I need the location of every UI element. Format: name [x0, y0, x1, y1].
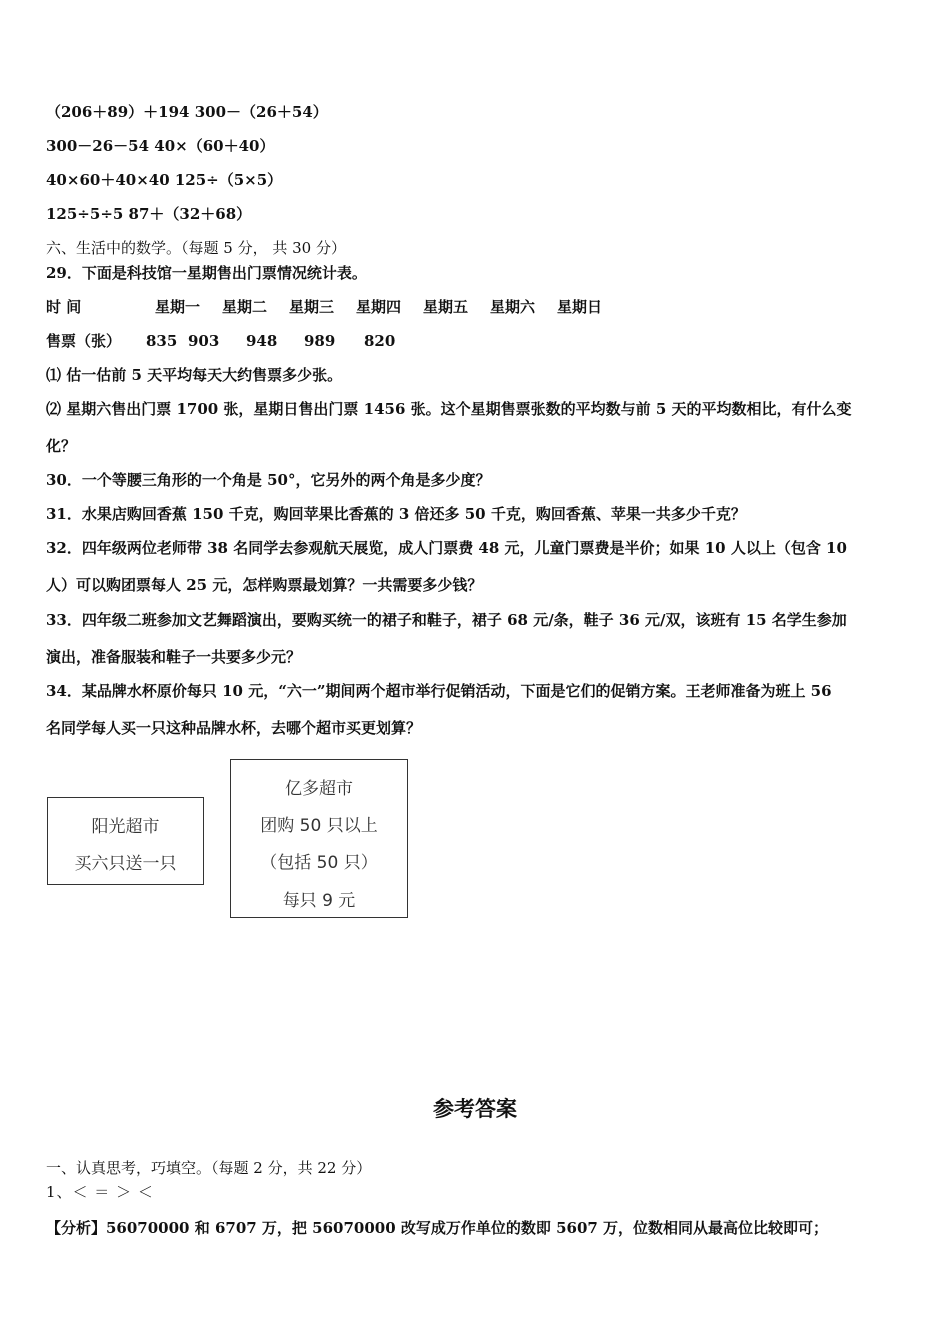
store-b-line2: （包括 50 只）	[260, 853, 378, 873]
q34-line2: 名同学每人买一只这种品牌水杯，去哪个超市买更划算？	[46, 719, 422, 737]
day-cell: 星期二	[222, 298, 268, 316]
store-a-name: 阳光超市	[91, 817, 160, 837]
store-b-line1: 团购 50 只以上	[260, 816, 378, 836]
store-a-offer: 买六只送一只	[74, 854, 177, 874]
answers-section1-heading: 一、认真思考，巧填空。（每题 2 分，共 22 分）	[46, 1159, 372, 1177]
calc-line-1: （206＋89）＋194 300－（26＋54）	[46, 103, 328, 121]
q34-line1: 34．某品牌水杯原价每只 10 元，“六一”期间两个超市举行促销活动，下面是它们的促销方案。王老师准备为班上 56	[46, 682, 832, 700]
store-b-name: 亿多超市	[285, 779, 353, 799]
sales-cell: 820	[364, 332, 396, 350]
q33-line1: 33．四年级二班参加文艺舞蹈演出，要购买统一的裙子和鞋子，裙子 68 元/条，鞋子 36 元/双，该班有 15 名学生参加	[46, 611, 847, 629]
q32-line2: 人）可以购团票每人 25 元，怎样购票最划算？一共需要多少钱？	[46, 576, 483, 594]
q29-sub2-line2: 化？	[46, 437, 77, 455]
sales-cell: 948	[246, 332, 278, 350]
sales-cell: 903	[188, 332, 220, 350]
day-cell: 星期一	[155, 298, 201, 316]
answer-1: 1、＜ ＝ ＞ ＜	[46, 1183, 154, 1201]
calc-line-4: 125÷5÷5 87＋（32＋68）	[46, 205, 252, 223]
calc-line-2: 300－26－54 40×（60＋40）	[46, 137, 275, 155]
q33-line2: 演出，准备服装和鞋子一共要多少元？	[46, 648, 302, 666]
sales-cell: 835	[146, 332, 178, 350]
q29-stem: 29．下面是科技馆一星期售出门票情况统计表。	[46, 264, 367, 282]
q30: 30．一个等腰三角形的一个角是 50°，它另外的两个角是多少度？	[46, 471, 491, 489]
store-b-box	[230, 759, 408, 918]
q29-sub2-line1: ⑵ 星期六售出门票 1700 张，星期日售出门票 1456 张。这个星期售票张数的平均数与前 5 天的平均数相比，有什么变	[46, 400, 852, 418]
day-cell: 星期三	[289, 298, 335, 316]
row-label-time: 时 间	[46, 298, 82, 316]
store-a-box	[47, 797, 204, 885]
section6-heading: 六、生活中的数学。（每题 5 分， 共 30 分）	[46, 239, 346, 257]
day-cell: 星期四	[356, 298, 402, 316]
q31: 31．水果店购回香蕉 150 千克，购回苹果比香蕉的 3 倍还多 50 千克，购回香蕉、苹果一共多少千克？	[46, 505, 746, 523]
calc-line-3: 40×60＋40×40 125÷（5×5）	[46, 171, 283, 189]
day-cell: 星期五	[423, 298, 469, 316]
day-cell: 星期六	[490, 298, 536, 316]
store-b-line3: 每只 9 元	[282, 891, 356, 911]
answer-1-analysis: 【分析】56070000 和 6707 万，把 56070000 改写成万作单位的数即 5607 万，位数相同从最高位比较即可；	[46, 1219, 829, 1237]
day-cell: 星期日	[557, 298, 603, 316]
q32-line1: 32．四年级两位老师带 38 名同学去参观航天展览，成人门票费 48 元，儿童门票费是半价；如果 10 人以上（包含 10	[46, 539, 847, 557]
q29-sub1: ⑴ 估一估前 5 天平均每天大约售票多少张。	[46, 366, 343, 384]
sales-cell: 989	[304, 332, 336, 350]
answers-title: 参考答案	[433, 1097, 517, 1121]
row-label-sales: 售票（张）	[46, 332, 122, 350]
